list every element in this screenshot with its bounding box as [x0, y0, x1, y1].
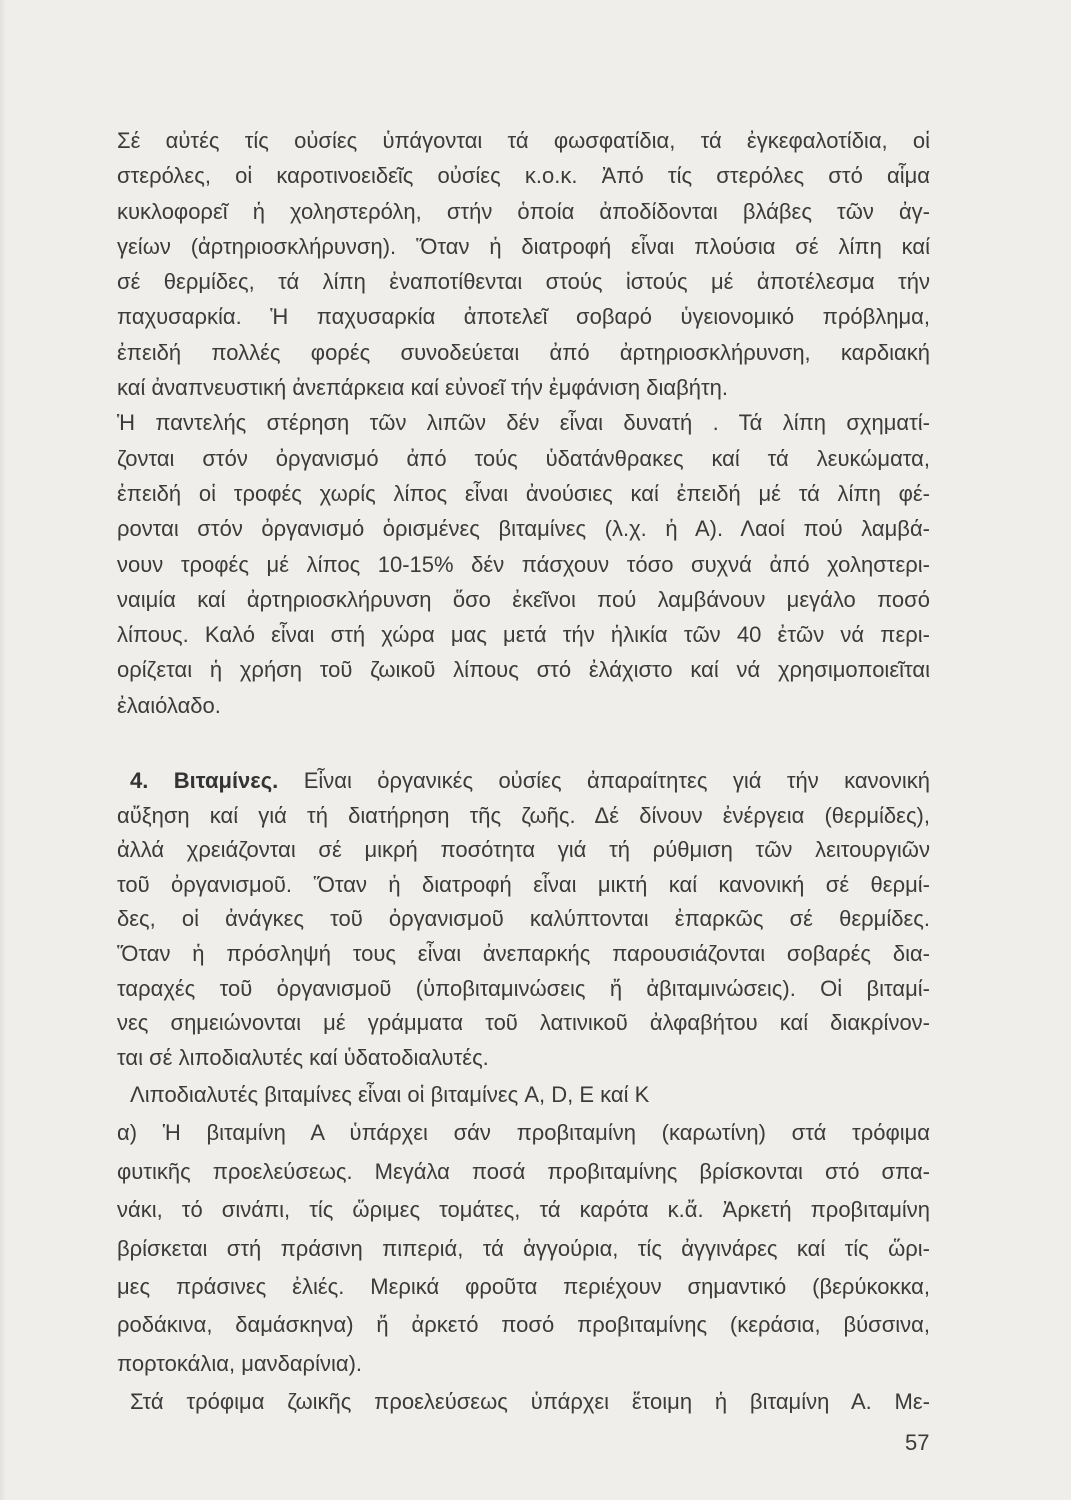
fat-soluble-vitamins-block: [117, 1076, 930, 1422]
text-line: ἐλαιόλαδο.: [117, 692, 221, 718]
text-line: α) Ἡ βιταμίνη Α ὑπάρχει σάν προβιταμίνη (καρωτίνη) στά τρόφιμα: [117, 1120, 930, 1146]
text-line: σέ θερμίδες, τά λίπη ἐναποτίθενται στούς ἱστούς μέ ἀποτέλεσμα τήν: [117, 269, 930, 295]
text-line: στερόλες, οἱ καροτινοειδεῖς οὐσίες κ.ο.κ. Ἀπό τίς στερόλες στό αἷμα: [117, 163, 930, 189]
text-line: ναιμία καί ἀρτηριοσκλήρυνση ὅσο ἐκεῖνοι πού λαμβάνουν μεγάλο ποσό: [117, 586, 930, 612]
text-line: νες σημειώνονται μέ γράμματα τοῦ λατινικοῦ ἀλφαβήτου καί διακρίνον-: [117, 1010, 930, 1036]
text-line: ροδάκινα, δαμάσκηνα) ἤ ἀρκετό ποσό προβιταμίνης (κεράσια, βύσσινα,: [117, 1312, 930, 1338]
text-line: λίπους. Καλό εἶναι στή χώρα μας μετά τήν ἡλικία τῶν 40 ἐτῶν νά περι-: [117, 622, 930, 648]
text-line: Λιποδιαλυτές βιταμίνες εἶναι οἱ βιταμίνες A, D, E καί K: [130, 1082, 650, 1107]
text-line: ἐπειδή πολλές φορές συνοδεύεται ἀπό ἀρτηριοσκλήρυνση, καρδιακή: [117, 339, 930, 365]
text-line: ταραχές τοῦ ὀργανισμοῦ (ὑποβιταμινώσεις ἤ ἀβιταμινώσεις). Οἱ βιταμί-: [117, 975, 930, 1001]
text-line: κυκλοφορεῖ ἡ χοληστερόλη, στήν ὁποία ἀποδίδονται βλάβες τῶν ἀγ-: [117, 198, 930, 224]
vitamins-section: [117, 764, 930, 1075]
text-line: παχυσαρκία. Ἡ παχυσαρκία ἀποτελεῖ σοβαρό ὑγειονομικό πρόβλημα,: [117, 304, 930, 330]
text-line: Ὅταν ἡ πρόσληψή τους εἶναι ἀνεπαρκής παρουσιάζονται σοβαρές δια-: [117, 940, 930, 966]
text-line: δες, οἱ ἀνάγκες τοῦ ὀργανισμοῦ καλύπτονται ἐπαρκῶς σέ θερμίδες.: [117, 906, 930, 932]
text-line: νάκι, τό σινάπι, τίς ὥριμες τομάτες, τά καρότα κ.ἄ. Ἀρκετή προβιταμίνη: [117, 1197, 930, 1223]
text-line: ρονται στόν ὀργανισμό ὁρισμένες βιταμίνες (λ.χ. ἡ Α). Λαοί πού λαμβά-: [117, 516, 930, 542]
text-line: ζονται στόν ὀργανισμό ἀπό τούς ὑδατάνθρακες καί τά λευκώματα,: [117, 445, 930, 471]
text-line: Στά τρόφιμα ζωικῆς προελεύσεως ὑπάρχει ἕτοιμη ἡ βιταμίνη Α. Με-: [130, 1389, 930, 1415]
page-number: 57: [905, 1430, 930, 1455]
text-line: καί ἀναπνευστική ἀνεπάρκεια καί εὐνοεῖ τήν ἐμφάνιση διαβήτη.: [117, 375, 728, 401]
text-line: μες πράσινες ἐλιές. Μερικά φροῦτα περιέχουν σημαντικό (βερύκοκκα,: [117, 1273, 930, 1299]
text-line: πορτοκάλια, μανδαρίνια).: [117, 1350, 363, 1376]
text-line: γείων (ἀρτηριοσκλήρυνση). Ὅταν ἡ διατροφή εἶναι πλούσια σέ λίπη καί: [117, 233, 930, 259]
section-heading: 4. Βιταμίνες.: [130, 768, 279, 793]
text-line: Σέ αὐτές τίς οὐσίες ὑπάγονται τά φωσφατίδια, τά ἐγκεφαλοτίδια, οἱ: [117, 128, 930, 153]
text-line: φυτικῆς προελεύσεως. Μεγάλα ποσά προβιταμίνης βρίσκονται στό σπα-: [117, 1158, 930, 1184]
text-line: βρίσκεται στή πράσινη πιπεριά, τά ἀγγούρια, τίς ἀγγινάρες καί τίς ὥρι-: [117, 1235, 930, 1261]
text-line: ἐπειδή οἱ τροφές χωρίς λίπος εἶναι ἀνούσιες καί ἐπειδή μέ τά λίπη φέ-: [117, 480, 930, 506]
text-line: Ἡ παντελής στέρηση τῶν λιπῶν δέν εἶναι δυνατή . Τά λίπη σχηματί-: [117, 410, 930, 436]
text-line: ἀλλά χρειάζονται σέ μικρή ποσότητα γιά τή ρύθμιση τῶν λειτουργιῶν: [117, 837, 930, 863]
text-line: αὔξηση καί γιά τή διατήρηση τῆς ζωῆς. Δέ δίνουν ἐνέργεια (θερμίδες),: [117, 802, 930, 828]
section-first-line-text: Εἶναι ὀργανικές οὐσίες ἀπαραίτητες γιά τήν κανονική: [303, 768, 930, 793]
text-line: ται σέ λιποδιαλυτές καί ὑδατοδιαλυτές.: [117, 1044, 489, 1070]
text-line: νουν τροφές μέ λίπος 10-15% δέν πάσχουν τόσο συχνά ἀπό χοληστερι-: [117, 551, 930, 577]
fats-text-block: [117, 123, 930, 723]
text-line: ορίζεται ἡ χρήση τοῦ ζωικοῦ λίπους στό ἐλάχιστο καί νά χρησιμοποιεῖται: [117, 657, 930, 683]
section-first-line: [117, 764, 930, 799]
scan-edge-shadow: [0, 0, 6, 1500]
text-line: τοῦ ὀργανισμοῦ. Ὅταν ἡ διατροφή εἶναι μικτή καί κανονική σέ θερμί-: [117, 871, 930, 897]
